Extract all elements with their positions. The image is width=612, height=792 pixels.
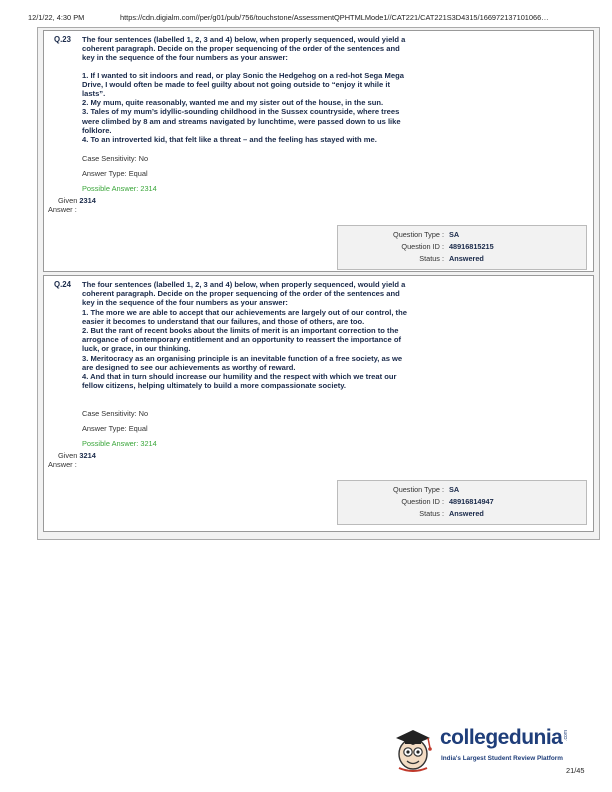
question-card (43, 275, 594, 532)
answer-type: Answer Type: Equal (82, 424, 148, 433)
brand-tagline: India's Largest Student Review Platform (441, 755, 563, 762)
answer-label: Answer : (48, 460, 77, 469)
mascot-icon (388, 724, 438, 774)
brand-suffix: .com (563, 730, 569, 741)
question-id-value: 48916815215 (449, 242, 494, 251)
status-value: Answered (449, 254, 484, 263)
given-answer (58, 196, 96, 205)
question-stem: The four sentences (labelled 1, 2, 3 and 4) below, when properly sequenced, would yield a coherent paragraph. Decide on the proper sequencing of the order of the sentences and key in the sequence of the four numbers as your answer: (82, 280, 406, 308)
status-label: Status : (419, 254, 444, 263)
given-label: Given (58, 196, 78, 205)
possible-answer: Possible Answer: 3214 (82, 439, 157, 448)
sentence-3: 3. Tales of my mum’s idyllic-sounding childhood in the Sussex countryside, where trees were climbed by 8 am and streams navigated by lunchtime, were passed down to us like folklore. (82, 107, 401, 135)
question-card (43, 30, 594, 272)
print-url: https://cdn.digialm.com//per/g01/pub/756/touchstone/AssessmentQPHTMLMode1//CAT221/CAT221S3D4315/166972137101066… (120, 13, 549, 22)
question-info-box (337, 480, 587, 525)
sentence-2: 2. But the rant of recent books about the limits of merit is an important correction to the arrogance of contemporary entitlement and an opportunity to reassert the importance of luck, or grace, in our thinking. (82, 326, 401, 354)
question-number: Q.24 (54, 280, 71, 289)
collegedunia-logo (388, 722, 588, 774)
sentence-3: 3. Meritocracy as an organising principle is an inevitable function of a free society, as we are designed to see our achievements as worthy of reward. (82, 353, 403, 372)
question-number: Q.23 (54, 35, 71, 44)
question-type-label: Question Type : (393, 485, 444, 494)
sentence-4: 4. To an introverted kid, that felt like a threat – and the feeling has stayed with me. (82, 135, 377, 145)
sentence-4: 4. And that in turn should increase our humility and the respect with which we treat our fellow citizens, helping ultimately to build a more compassionate society. (82, 372, 397, 391)
page-number: 21/45 (566, 766, 585, 775)
print-header (28, 13, 594, 25)
answer-label: Answer : (48, 205, 77, 214)
question-text (82, 280, 412, 390)
question-type-label: Question Type : (393, 230, 444, 239)
case-sensitivity: Case Sensitivity: No (82, 154, 149, 163)
case-sensitivity: Case Sensitivity: No (82, 409, 149, 418)
status-label: Status : (419, 509, 444, 518)
question-id-label: Question ID : (401, 497, 444, 506)
question-type-value: SA (449, 230, 460, 239)
given-value: 3214 (79, 451, 96, 460)
question-type-value: SA (449, 485, 460, 494)
sentence-2: 2. My mum, quite reasonably, wanted me and my sister out of the house, in the sun. (82, 98, 384, 108)
print-datetime: 12/1/22, 4:30 PM (28, 13, 85, 22)
status-value: Answered (449, 509, 484, 518)
question-stem: The four sentences (labelled 1, 2, 3 and 4) below, when properly sequenced, would yield a coherent paragraph. Decide on the proper sequencing of the order of the sentences and key in the sequence of the four numbers as your answer: (82, 35, 406, 63)
brand-name: collegedunia (440, 726, 563, 749)
given-answer (58, 451, 96, 460)
question-text (82, 35, 412, 144)
sentence-1: 1. The more we are able to accept that our achievements are largely out of our control, the easier it becomes to understand that our failures, and those of others, are too. (82, 307, 407, 326)
sentence-1: 1. If I wanted to sit indoors and read, or play Sonic the Hedgehog on a red-hot Sega Mega Drive, I would often be made to feel guilty about not going outside to “enjoy it while it lasts”. (82, 70, 404, 99)
answer-type: Answer Type: Equal (82, 169, 148, 178)
question-info-box (337, 225, 587, 270)
question-id-value: 48916814947 (449, 497, 494, 506)
given-value: 2314 (79, 196, 96, 205)
question-id-label: Question ID : (401, 242, 444, 251)
given-label: Given (58, 451, 78, 460)
possible-answer: Possible Answer: 2314 (82, 184, 157, 193)
